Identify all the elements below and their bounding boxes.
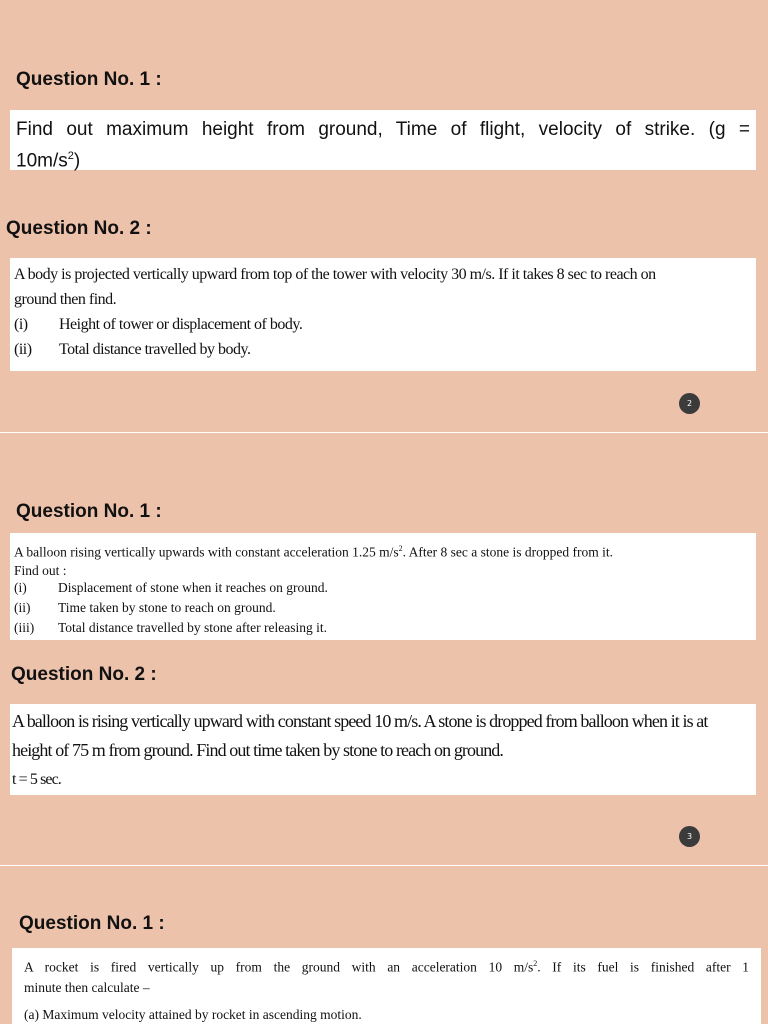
question-1-box xyxy=(10,533,756,640)
question-1-heading: Question No. 1 : xyxy=(19,913,165,934)
question-1-intro: A balloon rising vertically upwards with constant acceleration 1.25 $m/s^2$. After 8 sec a stone is dropped from it. xyxy=(14,544,613,560)
question-1-box xyxy=(10,110,756,170)
question-2-answer: t = 5 sec. xyxy=(12,771,61,788)
question-2-box xyxy=(10,704,756,795)
question-1-box xyxy=(12,948,761,1024)
question-1-item-a: (a) Maximum velocity attained by rocket in ascending motion. xyxy=(24,1006,362,1022)
page-number-badge: 2 xyxy=(679,393,700,414)
question-2-box xyxy=(10,258,756,371)
slide-3 xyxy=(0,433,768,865)
question-2-intro-line1: A body is projected vertically upward from top of the tower with velocity 30 m/s. If it takes 8 sec to reach on xyxy=(14,266,656,283)
list-item: (i) Height of tower or displacement of body. xyxy=(14,316,303,333)
list-item: (iii) Total distance travelled by stone after releasing it. xyxy=(14,619,327,635)
question-2-heading: Question No. 2 : xyxy=(11,664,157,685)
question-1-heading: Question No. 1 : xyxy=(16,69,162,90)
question-1-text-line2: $10m/s^2$) xyxy=(16,150,81,172)
list-item: (ii) Total distance travelled by body. xyxy=(14,341,251,358)
question-1-intro: A rocket is fired vertically up from the ground with an acceleration 10 $m/s^2$. If its fuel is finished after 1 xyxy=(24,959,749,975)
question-1-heading: Question No. 1 : xyxy=(16,501,162,522)
list-item: (ii) Time taken by stone to reach on ground. xyxy=(14,599,276,615)
question-2-heading: Question No. 2 : xyxy=(6,218,152,239)
list-item: (i) Displacement of stone when it reaches on ground. xyxy=(14,579,328,595)
question-2-intro-line2: ground then find. xyxy=(14,291,117,308)
slide-2 xyxy=(0,0,768,432)
question-1-intro-line2: minute then calculate – xyxy=(24,979,150,995)
question-2-line1: A balloon is rising vertically upward with constant speed 10 m/s. A stone is dropped from balloon when it is at xyxy=(12,711,708,731)
question-1-find-out: Find out : xyxy=(14,562,67,578)
slide-4 xyxy=(0,866,768,1024)
question-2-line2: height of 75 m from ground. Find out time taken by stone to reach on ground. xyxy=(12,740,504,760)
page-number-badge: 3 xyxy=(679,826,700,847)
question-1-text-line1: Find out maximum height from ground, Time of flight, velocity of strike. (g = xyxy=(16,119,750,140)
